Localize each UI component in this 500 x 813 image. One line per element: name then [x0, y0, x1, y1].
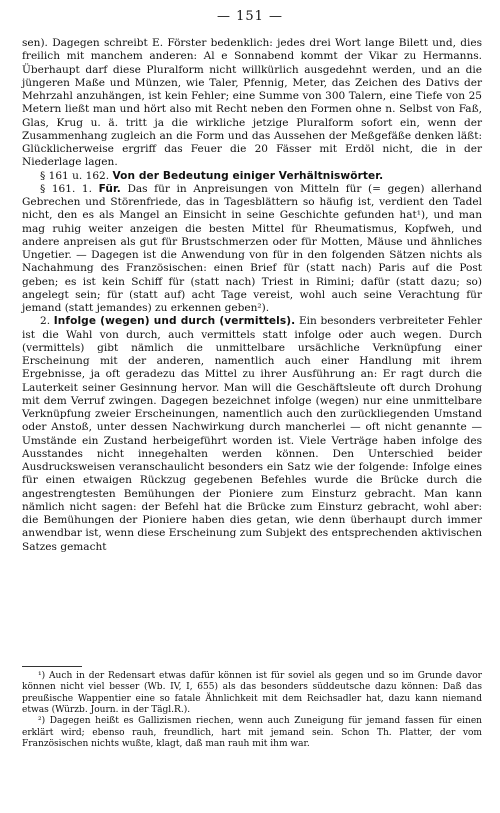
- paragraph-161-text: Das für in Anpreisungen von Mitteln für (= gegen) allerhand Gebrechen und Störenfriede, das in Tagesblättern so häufig ist, verdient den Tadel nicht, den es als Mangel an Einsicht in seine Geschichte gefunden hat¹), und man mag ruhig weiter anzeigen die besten Mittel für Rheumatismus, Kopfweh, und andere anpreisen als gut für Brustschmerzen oder für Motten, Mäuse und ähnliches Ungetier. — Dagegen ist die Anwendung von für in den folgenden Sätzen nichts als Nachahmung des Französischen: einen Brief für (statt nach) Paris auf die Post geben; es ist kein Schiff für (statt nach) Triest in Rimini; dafür (statt dazu; so) angelegt sein; für (statt auf) acht Tage vereist, wohl auch seine Verachtung für jemand (statt jemandes) zu erkennen geben²).: [22, 182, 482, 314]
- footnote-2: ²) Dagegen heißt es Gallizismen riechen, wenn auch Zuneigung für jemand fassen für einen erklärt wird; ebenso rauh, freundlich, hart mit jemand sein. Schon Th. Platter, der vom Französischen nichts wußte, klagt, daß man rauh mit ihm war.: [22, 716, 482, 750]
- paragraph-2: [22, 315, 482, 554]
- section-heading-title: Von der Bedeutung einiger Verhältniswörter.: [112, 169, 384, 182]
- paragraph-continuation: sen). Dagegen schreibt E. Förster bedenklich: jedes drei Wort lange Bilett und, dies freilich mit manchem anderen: Al e Sonnabend kommt der Vikar zu Hermanns. Überhaupt darf diese Pluralform nicht willkürlich ausgedehnt werden, und an die jüngeren Maße und Münzen, wie Taler, Pfennig, Meter, das Zeichen des Dativs der Mehrzahl anzuhängen, ist kein Fehler; eine Summe von 300 Talern, eine Tiefe von 25 Metern ließt man und hört also mit Recht neben den Formen ohne n. Selbst von Faß, Glas, Krug u. ä. tritt ja die wirkliche jetzige Pluralform sofort ein, wenn der Zusammenhang zugleich an die Form und das Aussehen der Meßgefäße denken läßt: Glücklicherweise ergriff das Feuer die 20 Fässer mit Erdöl nicht, die in der Niederlage lagen.: [22, 37, 482, 169]
- footnote-divider: [22, 666, 82, 667]
- section-heading-label: § 161 u. 162.: [40, 169, 110, 182]
- paragraph-161: [22, 183, 482, 316]
- footnotes: [22, 671, 482, 750]
- paragraph-2-keyword: Infolge (wegen) und durch (vermittels).: [53, 315, 296, 328]
- paragraph-161-label: § 161. 1.: [40, 182, 92, 195]
- page-number: — 151 —: [216, 9, 284, 24]
- section-heading: [22, 170, 482, 183]
- paragraph-2-text: Ein besonders verbreiteter Fehler ist die Wahl von durch, auch vermittels statt infolge oder auch wegen. Durch (vermittels) gibt nämlich die unmittelbare ursächliche Verknüpfung einer Erscheinung mit der anderen, namentlich auch einer Handlung mit ihrem Ergebnisse, ja oft geradezu das Mittel zu ihrer Ausführung an: Er ragt durch die Lauterkeit seiner Gesinnung hervor. Man will die Geschäftsleute oft durch Drohung mit dem Verruf zwingen. Dagegen bezeichnet infolge (wegen) nur eine unmittelbare Verknüpfung zweier Erscheinungen, namentlich auch den zurückliegenden Umstand oder Anstoß, unter dessen Nachwirkung durch mancherlei — oft nicht genannte — Umstände ein Zustand herbeigeführt worden ist. Viele Verträge haben infolge des Ausstandes nicht innegehalten werden können. Den Unterschied beider Ausdrucksweisen veranschaulicht besonders ein Satz wie der folgende: Infolge eines für einen etwaigen Rückzug gegebenen Befehles wurde die Brücke durch die angestrengtesten Bemühungen der Pioniere zum Einsturz gebracht. Man kann nämlich nicht sagen: der Befehl hat die Brücke zum Einsturz gebracht, wohl aber: die Bemühungen der Pioniere haben dies getan, wie denn überhaupt durch immer anwendbar ist, wenn diese Erscheinung zum Subjekt des entsprechenden aktivischen Satzes gemacht: [22, 315, 482, 553]
- paragraph-161-keyword: Für.: [98, 182, 121, 195]
- footnote-1: ¹) Auch in der Redensart etwas dafür können ist für soviel als gegen und so im Grunde davor können nicht viel besser (Wb. IV, I, 655) als das besonders süddeutsche dazu können: Daß das preußische Wappentier eine so fatale Ähnlichkeit mit dem Reichsadler hat, dazu kann niemand etwas (Würzb. Journ. in der Tägl.R.).: [22, 671, 482, 716]
- main-text: [22, 37, 482, 554]
- paragraph-2-label: 2.: [40, 315, 51, 328]
